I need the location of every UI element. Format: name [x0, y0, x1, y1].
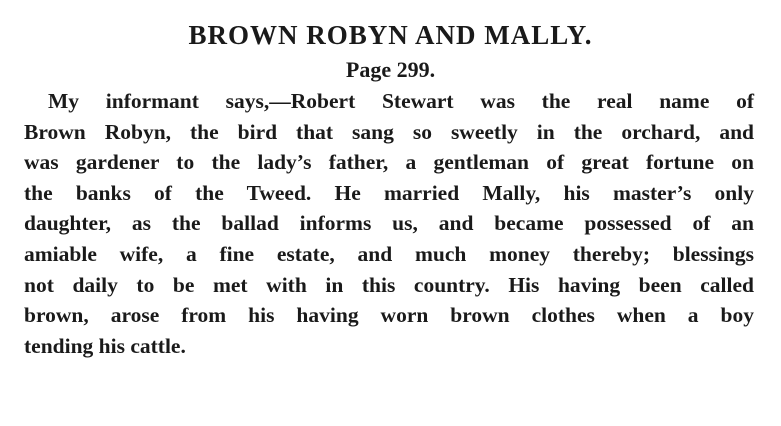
- paragraph-line-3: was gardener to the lady’s father, a gentleman of great fortune on: [24, 150, 754, 175]
- document-title: BROWN ROBYN AND MALLY.: [188, 20, 593, 50]
- body-paragraph: [24, 86, 754, 361]
- paragraph-line-4: the banks of the Tweed. He married Mally, his master’s only: [24, 180, 754, 205]
- paragraph-line-6: amiable wife, a fine estate, and much money thereby; blessings: [24, 241, 754, 266]
- page-reference: Page 299.: [345, 57, 436, 82]
- paragraph-line-7: not daily to be met with in this country. His having been called: [24, 272, 754, 297]
- paragraph-line-9: tending his cattle.: [24, 333, 186, 358]
- paragraph-line-5: daughter, as the ballad informs us, and became possessed of an: [24, 211, 754, 236]
- paragraph-line-8: brown, arose from his having worn brown clothes when a boy: [24, 303, 754, 328]
- paragraph-line-1: My informant says,—Robert Stewart was the real name of: [48, 89, 754, 113]
- paragraph-line-2: Brown Robyn, the bird that sang so sweetly in the orchard, and: [24, 119, 754, 144]
